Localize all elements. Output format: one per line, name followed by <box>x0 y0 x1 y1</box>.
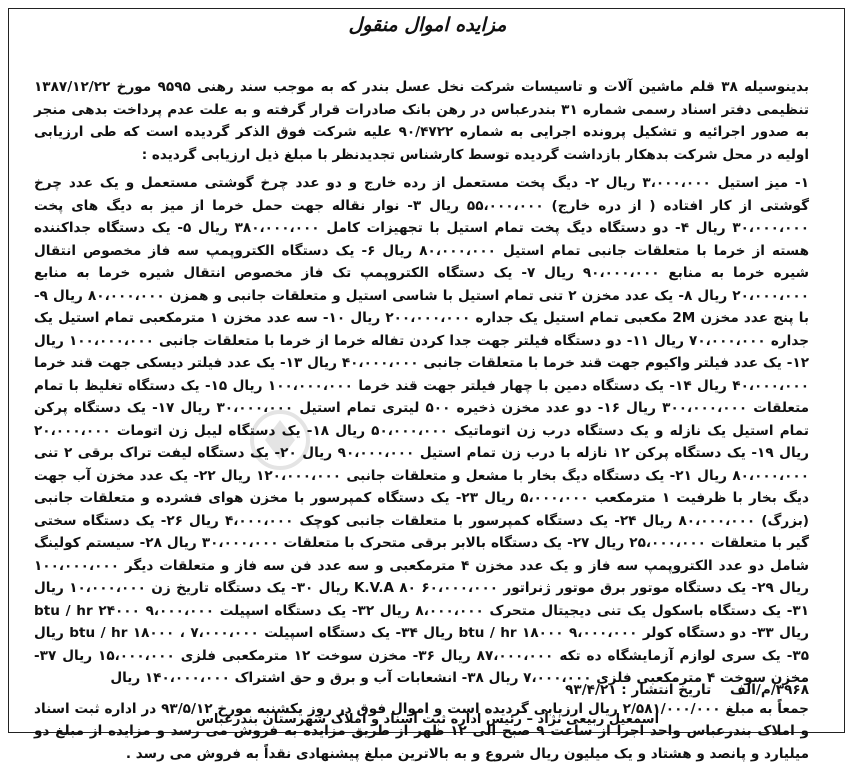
title-area <box>0 14 855 36</box>
notice-body <box>34 76 809 765</box>
closing-paragraph: جمعاً به مبلغ ۲/۵۸۱/۰۰۰/۰۰۰ ریال ارزیابی گردیده است و اموال فوق در روز یکشنبه مورخ ۹۳/۵/۱۲ در اداره ثبت اسناد و املاک بندرعباس واحد اجرا از ساعت ۹ صبح الی ۱۲ ظهر از طریق مزایده به فروش می رسد و مزایده از مبلغ دو میلیارد و پانصد و هشتاد و یک میلیون ریال شروع و به بالاترین مبلغ پیشنهادی نقداً به فروش می رسد . <box>34 698 809 765</box>
reference-number: ۳۹۶۸/م/الف <box>730 682 809 698</box>
publish-date-label: تاریخ انتشار : <box>621 682 711 698</box>
publication-line <box>34 682 809 698</box>
signature-area <box>0 708 855 727</box>
intro-paragraph: بدینوسیله ۳۸ قلم ماشین آلات و تاسیسات شرکت نخل عسل بندر که به موجب سند رهنی ۹۵۹۵ مورخ ۱۳۸۷/۱۲/۲۲ تنظیمی دفتر اسناد رسمی شماره ۳۱ بندرعباس در رهن بانک صادرات قرار گرفته و به علت عدم پرداخت بدهی منجر به صدور اجرائیه و تشکیل پرونده اجرایی به شماره ۹۰/۴۷۲۲ علیه شرکت فوق الذکر گردیده است که طی ارزیابی اولیه در محل شرکت بدهکار بازداشت گردیده توسط کارشناس تجدیدنظر با مبلغ ذیل ارزیابی گردیده : <box>34 76 809 166</box>
notice-title: مزایده اموال منقول <box>349 14 507 36</box>
items-paragraph: ۱- میز استیل ۳،۰۰۰،۰۰۰ ریال ۲- دیگ پخت مستعمل از رده خارج و دو عدد چرخ گوشتی مستعمل و یک عدد چرخ گوشتی از کار افتاده ( از دره خارج) ۵۵،۰۰۰،۰۰۰ ریال ۳- نوار نقاله جهت حمل خرما از میز به دیگ های پخت ۳۰،۰۰۰،۰۰۰ ریال ۴- دو دستگاه دیگ پخت تمام استیل با تجهیزات کامل ۳۸۰،۰۰۰،۰۰۰ ریال ۵- یک دستگاه جداکننده هسته از خرما با متعلقات جانبی تمام استیل ۸۰،۰۰۰،۰۰۰ ریال ۶- یک دستگاه الکتروپمپ سه فاز مخصوص انتقال شیره خرما به منابع ۹۰،۰۰۰،۰۰۰ ریال ۷- یک دستگاه الکتروپمپ تک فاز مخصوص انتقال شیره خرما به منابع ۲۰،۰۰۰،۰۰۰ ریال ۸- یک عدد مخزن ۲ تنی تمام استیل با شاسی استیل و متعلقات جانبی و همزن ۸۰،۰۰۰،۰۰۰ ریال ۹- با پنج عدد مخزن 2M مکعبی تمام استیل یک جداره ۲۰۰،۰۰۰،۰۰۰ ریال ۱۰- سه عدد مخزن ۱ مترمکعبی تمام استیل یک جداره ۷۰،۰۰۰،۰۰۰ ریال ۱۱- دو دستگاه فیلتر جهت جدا کردن تفاله خرما از خرما با متعلقات جانبی ۱۰۰،۰۰۰،۰۰۰ ریال ۱۲- یک عدد فیلتر واکیوم جهت قند خرما با متعلقات جانبی ۴۰،۰۰۰،۰۰۰ ریال ۱۳- یک عدد فیلتر دیسکی جهت قند خرما ۴۰،۰۰۰،۰۰۰ ریال ۱۴- یک دستگاه دمین با چهار فیلتر جهت قند خرما ۱۰۰،۰۰۰،۰۰۰ ریال ۱۵- یک دستگاه تغلیظ با تمام متعلقات ۳۰۰،۰۰۰،۰۰۰ ریال ۱۶- دو عدد مخزن ذخیره ۵۰۰ لیتری تمام استیل ۳۰،۰۰۰،۰۰۰ ریال ۱۷- یک دستگاه پرکن تمام استیل یک نازله و یک دستگاه درب زن اتوماتیک ۵۰،۰۰۰،۰۰۰ ریال ۱۸- یک دستگاه لیبل زن اتومات ۲۰،۰۰۰،۰۰۰ ریال ۱۹- یک دستگاه پرکن ۱۲ نازله با درب زن تمام استیل ۹۰،۰۰۰،۰۰۰ ریال ۲۰- یک دستگاه لیفت تراک برقی ۲ تنی ۸۰،۰۰۰،۰۰۰ ریال ۲۱- یک دستگاه دیگ بخار با مشعل و متعلقات جانبی ۱۲۰،۰۰۰،۰۰۰ ریال ۲۲- یک عدد مخزن آب جهت دیگ بخار با ظرفیت ۱ مترمکعب ۵،۰۰۰،۰۰۰ ریال ۲۳- یک دستگاه کمپرسور با مخزن هوای فشرده و متعلقات جانبی (بزرگ) ۸۰،۰۰۰،۰۰۰ ریال ۲۴- یک دستگاه کمپرسور با متعلقات جانبی کوچک ۴،۰۰۰،۰۰۰ ریال ۲۶- یک دستگاه سختی گیر با متعلقات ۲۵،۰۰۰،۰۰۰ ریال ۲۷- یک دستگاه بالابر برقی متحرک با متعلقات ۳۰،۰۰۰،۰۰۰ ریال ۲۸- سیستم کولینگ شامل دو عدد الکتروپمپ سه فاز و یک عدد مخزن ۴ مترمکعبی و سه عدد فن سه فاز و متعلقات دیگر ۱۰۰،۰۰۰،۰۰۰ ریال ۲۹- یک دستگاه موتور برق موتور ژنراتور K.V.A ۸۰ ۶۰،۰۰۰،۰۰۰ ریال ۳۰- یک دستگاه تاریخ زن ۱۰،۰۰۰،۰۰۰ ریال ۳۱- یک دستگاه باسکول یک تنی دیجیتال متحرک ۸،۰۰۰،۰۰۰ ریال ۳۲- یک دستگاه اسپیلت btu / hr ۲۴۰۰۰ ۹،۰۰۰،۰۰۰ ریال ۳۳- دو دستگاه کولر btu / hr ۱۸۰۰۰ ۹،۰۰۰،۰۰۰ ریال ۳۴- یک دستگاه اسپیلت btu / hr ۱۸۰۰۰ ، ۷،۰۰۰،۰۰۰ ریال ۳۵- یک سری لوازم آزمایشگاه ده تکه ۸۷،۰۰۰،۰۰۰ ریال ۳۶- مخزن سوخت ۱۲ مترمکعبی فلزی ۱۵،۰۰۰،۰۰۰ ریال ۳۷- مخزن سوخت ۴ مترمکعبی فلزی ۷،۰۰۰،۰۰۰ ریال ۳۸- انشعابات آب و برق و حق اشتراک ۱۴۰،۰۰۰،۰۰۰ ریال <box>34 172 809 690</box>
signature-line: اسمعیل ربیعی نژاد – رئیس اداره ثبت اسناد و املاک شهرستان بندرعباس <box>196 712 659 727</box>
publish-date: ۹۳/۴/۲۱ <box>565 682 616 698</box>
